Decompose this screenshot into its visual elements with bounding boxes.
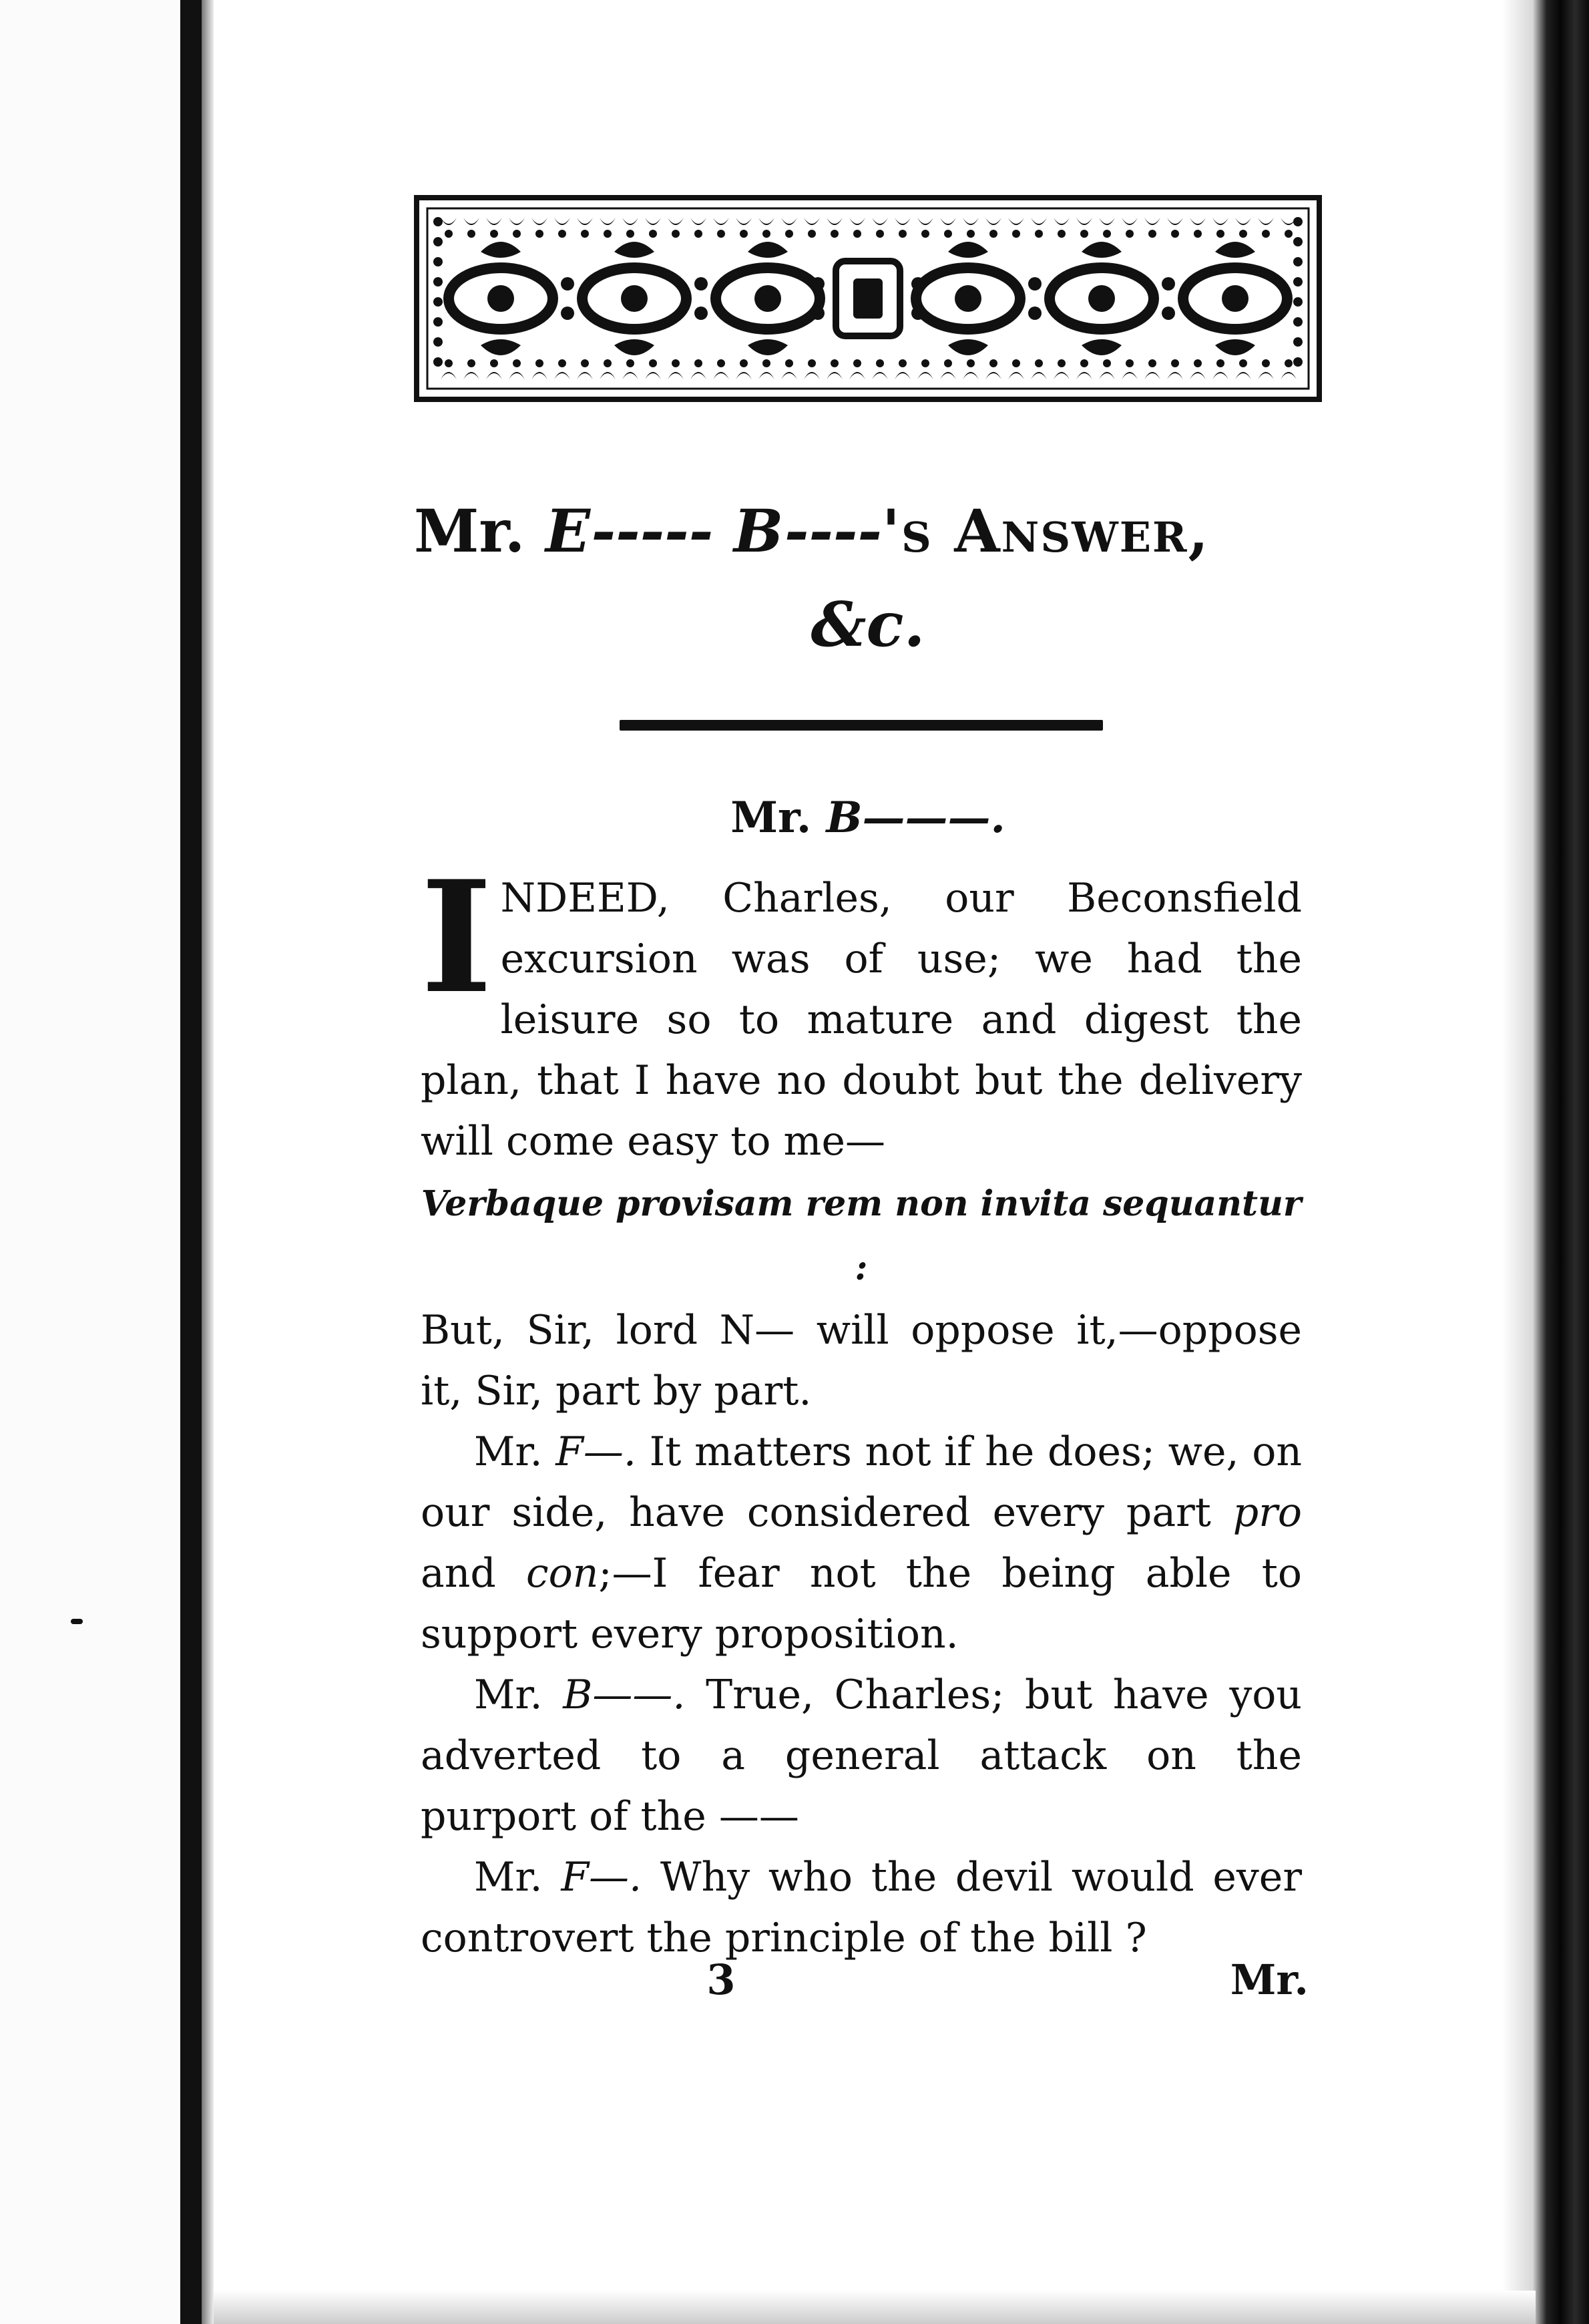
title-mr: Mr. xyxy=(414,496,545,566)
catchword: Mr. xyxy=(1230,1955,1309,2004)
paragraph-2: But, Sir, lord N— will oppose it,—oppose it, Sir, part by part. xyxy=(421,1307,1302,1414)
paragraph-4-text: True, Charles; but have you adverted to a general attack on the purport of the —— xyxy=(421,1672,1303,1840)
drop-cap: I xyxy=(421,847,493,1028)
paragraph-3-pro: pro xyxy=(1232,1489,1302,1536)
paragraph-3 xyxy=(421,1422,1302,1665)
scan-bottom-edge xyxy=(214,2291,1536,2324)
paragraph-4-speaker-name: B——. xyxy=(563,1672,686,1718)
speaker-heading-name: B———. xyxy=(826,793,1005,843)
paragraph-1 xyxy=(421,847,1302,1172)
speaker-heading-prefix: Mr. xyxy=(730,793,827,843)
page-number: 3 xyxy=(706,1955,736,2004)
stray-ink-mark xyxy=(71,1619,83,1624)
paragraph-5-text: Why who the devil would ever controvert the principle of the bill ? xyxy=(421,1854,1302,1961)
body-text xyxy=(421,847,1303,1969)
paragraph-3-text1: It matters not if he does; we, on our side, have considered every part xyxy=(421,1428,1302,1536)
title-name: E----- B---- xyxy=(545,496,883,566)
scan-left-margin xyxy=(0,0,180,2324)
paragraph-4 xyxy=(421,1665,1302,1847)
scan-page-edge xyxy=(1502,0,1532,2324)
title-possessive: 's xyxy=(882,496,955,566)
scan-gutter-shadow xyxy=(202,0,214,2324)
divider-rule xyxy=(620,720,1103,731)
paragraph-3-and: and xyxy=(421,1550,527,1597)
paragraph-3-con: con xyxy=(526,1550,599,1597)
scan-right-edge xyxy=(1532,0,1589,2324)
paragraph-3-text2: ;—I fear not the being able to support every proposition. xyxy=(421,1550,1302,1658)
page-title xyxy=(414,494,1322,568)
paragraph-5-speaker-name: F—. xyxy=(561,1854,642,1901)
paragraph-1-text: NDEED, Charles, our Beconsfield excursion was of use; we had the leisure so to mature and digest the plan, that I have no doubt but the delivery will come easy to me— xyxy=(421,875,1302,1165)
paragraph-4-speaker: Mr. xyxy=(474,1672,563,1718)
paragraph-5-speaker: Mr. xyxy=(474,1854,561,1901)
latin-quotation: Verbaque provisam rem non invita sequantur : xyxy=(421,1183,1302,1288)
title-etc: &c. xyxy=(811,588,925,660)
title-answer: Answer, xyxy=(954,496,1210,566)
paragraph-3-speaker-name: F—. xyxy=(555,1428,636,1475)
speaker-heading xyxy=(414,788,1322,848)
ornamental-headpiece xyxy=(414,195,1322,402)
paragraph-3-speaker: Mr. xyxy=(474,1428,556,1475)
paragraph-5 xyxy=(421,1847,1302,1969)
scan-gutter-line xyxy=(180,0,202,2324)
